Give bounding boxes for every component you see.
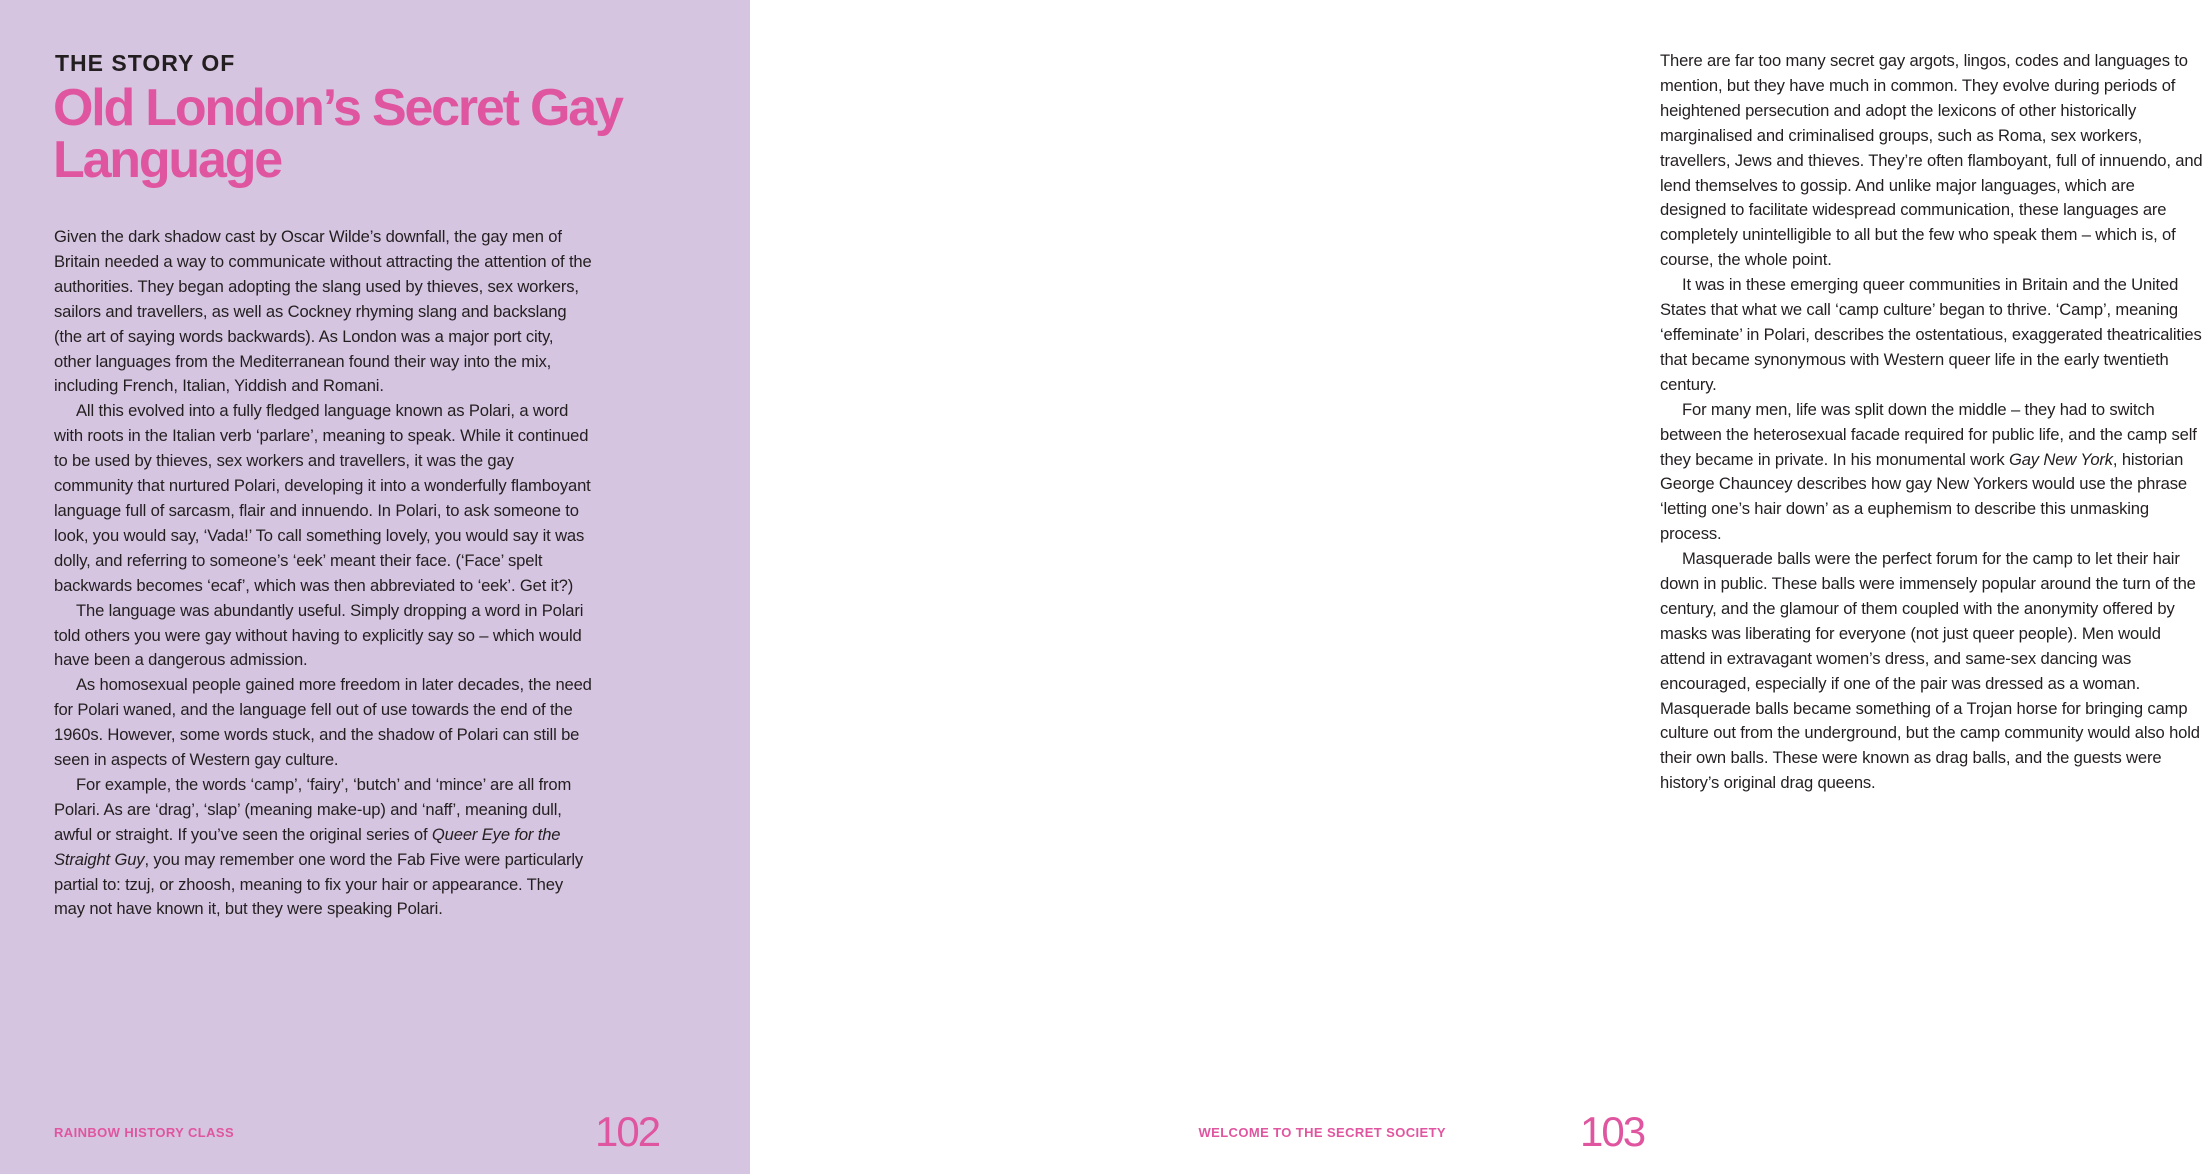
paragraph: Masquerade balls were the perfect forum for the camp to let their hair down in public. These balls were immensely popular around the turn of the century, and the glamour of them coupled with the anonymity offered by masks was liberating for everyone (not just queer people). Men would attend in extravagant women’s dress, and same-sex dancing was encouraged, especially if one of the pair was dressed as a woman. Masquerade balls became something of a Trojan horse for bringing camp culture out from the underground, but the camp community would also hold their own balls. These were known as drag balls, and the guests were history’s original drag queens. <box>1660 549 2200 793</box>
right-body-text <box>1660 49 2205 796</box>
page-number-right: 103 <box>1580 1108 1645 1155</box>
right-page <box>750 0 2203 1174</box>
paragraph: It was in these emerging queer communities in Britain and the United States that what we call ‘camp culture’ began to thrive. ‘Camp’, meaning ‘effeminate’ in Polari, describes the ostentatious, exaggerated theatricalities that became synonymous with Western queer life in the early twentieth century. <box>1660 275 2202 394</box>
page-title: Old London’s Secret Gay Language <box>53 79 622 189</box>
running-footer-left: RAINBOW HISTORY CLASS <box>54 1125 235 1140</box>
page-number-left: 102 <box>595 1108 660 1155</box>
paragraph-text: , you may remember one word the Fab Five were particularly partial to: tzuj, or zhoosh, meaning to fix your hair or appearance. They may not have known it, but they were speaking Polari. <box>54 849 584 919</box>
paragraph-text: For many men, life was split down the middle – they had to switch between the heterosexual facade required for public life, and the camp self they became in private. In his monumental work <box>1660 399 2197 469</box>
paragraph <box>1660 398 2205 547</box>
paragraph: Given the dark shadow cast by Oscar Wilde’s downfall, the gay men of Britain needed a way to communicate without attracting the attention of the authorities. They began adopting the slang used by thieves, sex workers, sailors and travellers, as well as Cockney rhyming slang and backslang (the art of saying words backwards). As London was a major port city, other languages from the Mediterranean found their way into the mix, including French, Italian, Yiddish and Romani. <box>54 227 592 396</box>
kicker-heading: THE STORY OF <box>55 50 236 76</box>
paragraph-text: For example, the words ‘camp’, ‘fairy’, ‘butch’ and ‘mince’ are all from Polari. As are ‘drag’, ‘slap’ (meaning make-up) and ‘naff’, meaning dull, awful or straight. If you’ve seen the original series of <box>54 774 572 844</box>
left-page <box>0 0 750 1174</box>
paragraph: All this evolved into a fully fledged language known as Polari, a word with roots in the Italian verb ‘parlare’, meaning to speak. While it continued to be used by thieves, sex workers and travellers, it was the gay community that nurtured Polari, developing it into a wonderfully flamboyant language full of sarcasm, flair and innuendo. In Polari, to ask someone to look, you would say, ‘Vada!’ To call something lovely, you would say it was dolly, and referring to someone’s ‘eek’ meant their face. (‘Face’ spelt backwards becomes ‘ecaf’, which was then abbreviated to ‘eek’. Get it?) <box>54 401 591 595</box>
italic-title: Queer Eye for the Straight Guy <box>54 824 561 869</box>
left-body-text <box>54 225 594 922</box>
paragraph: The language was abundantly useful. Simply dropping a word in Polari told others you were gay without having to explicitly say so – which would have been a dangerous admission. <box>54 600 584 670</box>
paragraph: As homosexual people gained more freedom in later decades, the need for Polari waned, and the language fell out of use towards the end of the 1960s. However, some words stuck, and the shadow of Polari can still be seen in aspects of Western gay culture. <box>54 675 592 770</box>
paragraph-text: , historian George Chauncey describes how gay New Yorkers would use the phrase ‘letting one’s hair down’ as a euphemism to describe this unmasking process. <box>1660 449 2187 544</box>
running-footer-right: WELCOME TO THE SECRET SOCIETY <box>1198 1125 1446 1140</box>
paragraph <box>54 773 594 922</box>
italic-title: Gay New York <box>2008 449 2113 469</box>
paragraph: There are far too many secret gay argots, lingos, codes and languages to mention, but they have much in common. They evolve during periods of heightened persecution and adopt the lexicons of other historically marginalised and criminalised groups, such as Roma, sex workers, travellers, Jews and thieves. They’re often flamboyant, full of innuendo, and lend themselves to gossip. And unlike major languages, which are designed to facilitate widespread communication, these languages are completely unintelligible to all but the few who speak them – which is, of course, the whole point. <box>1660 51 2203 270</box>
